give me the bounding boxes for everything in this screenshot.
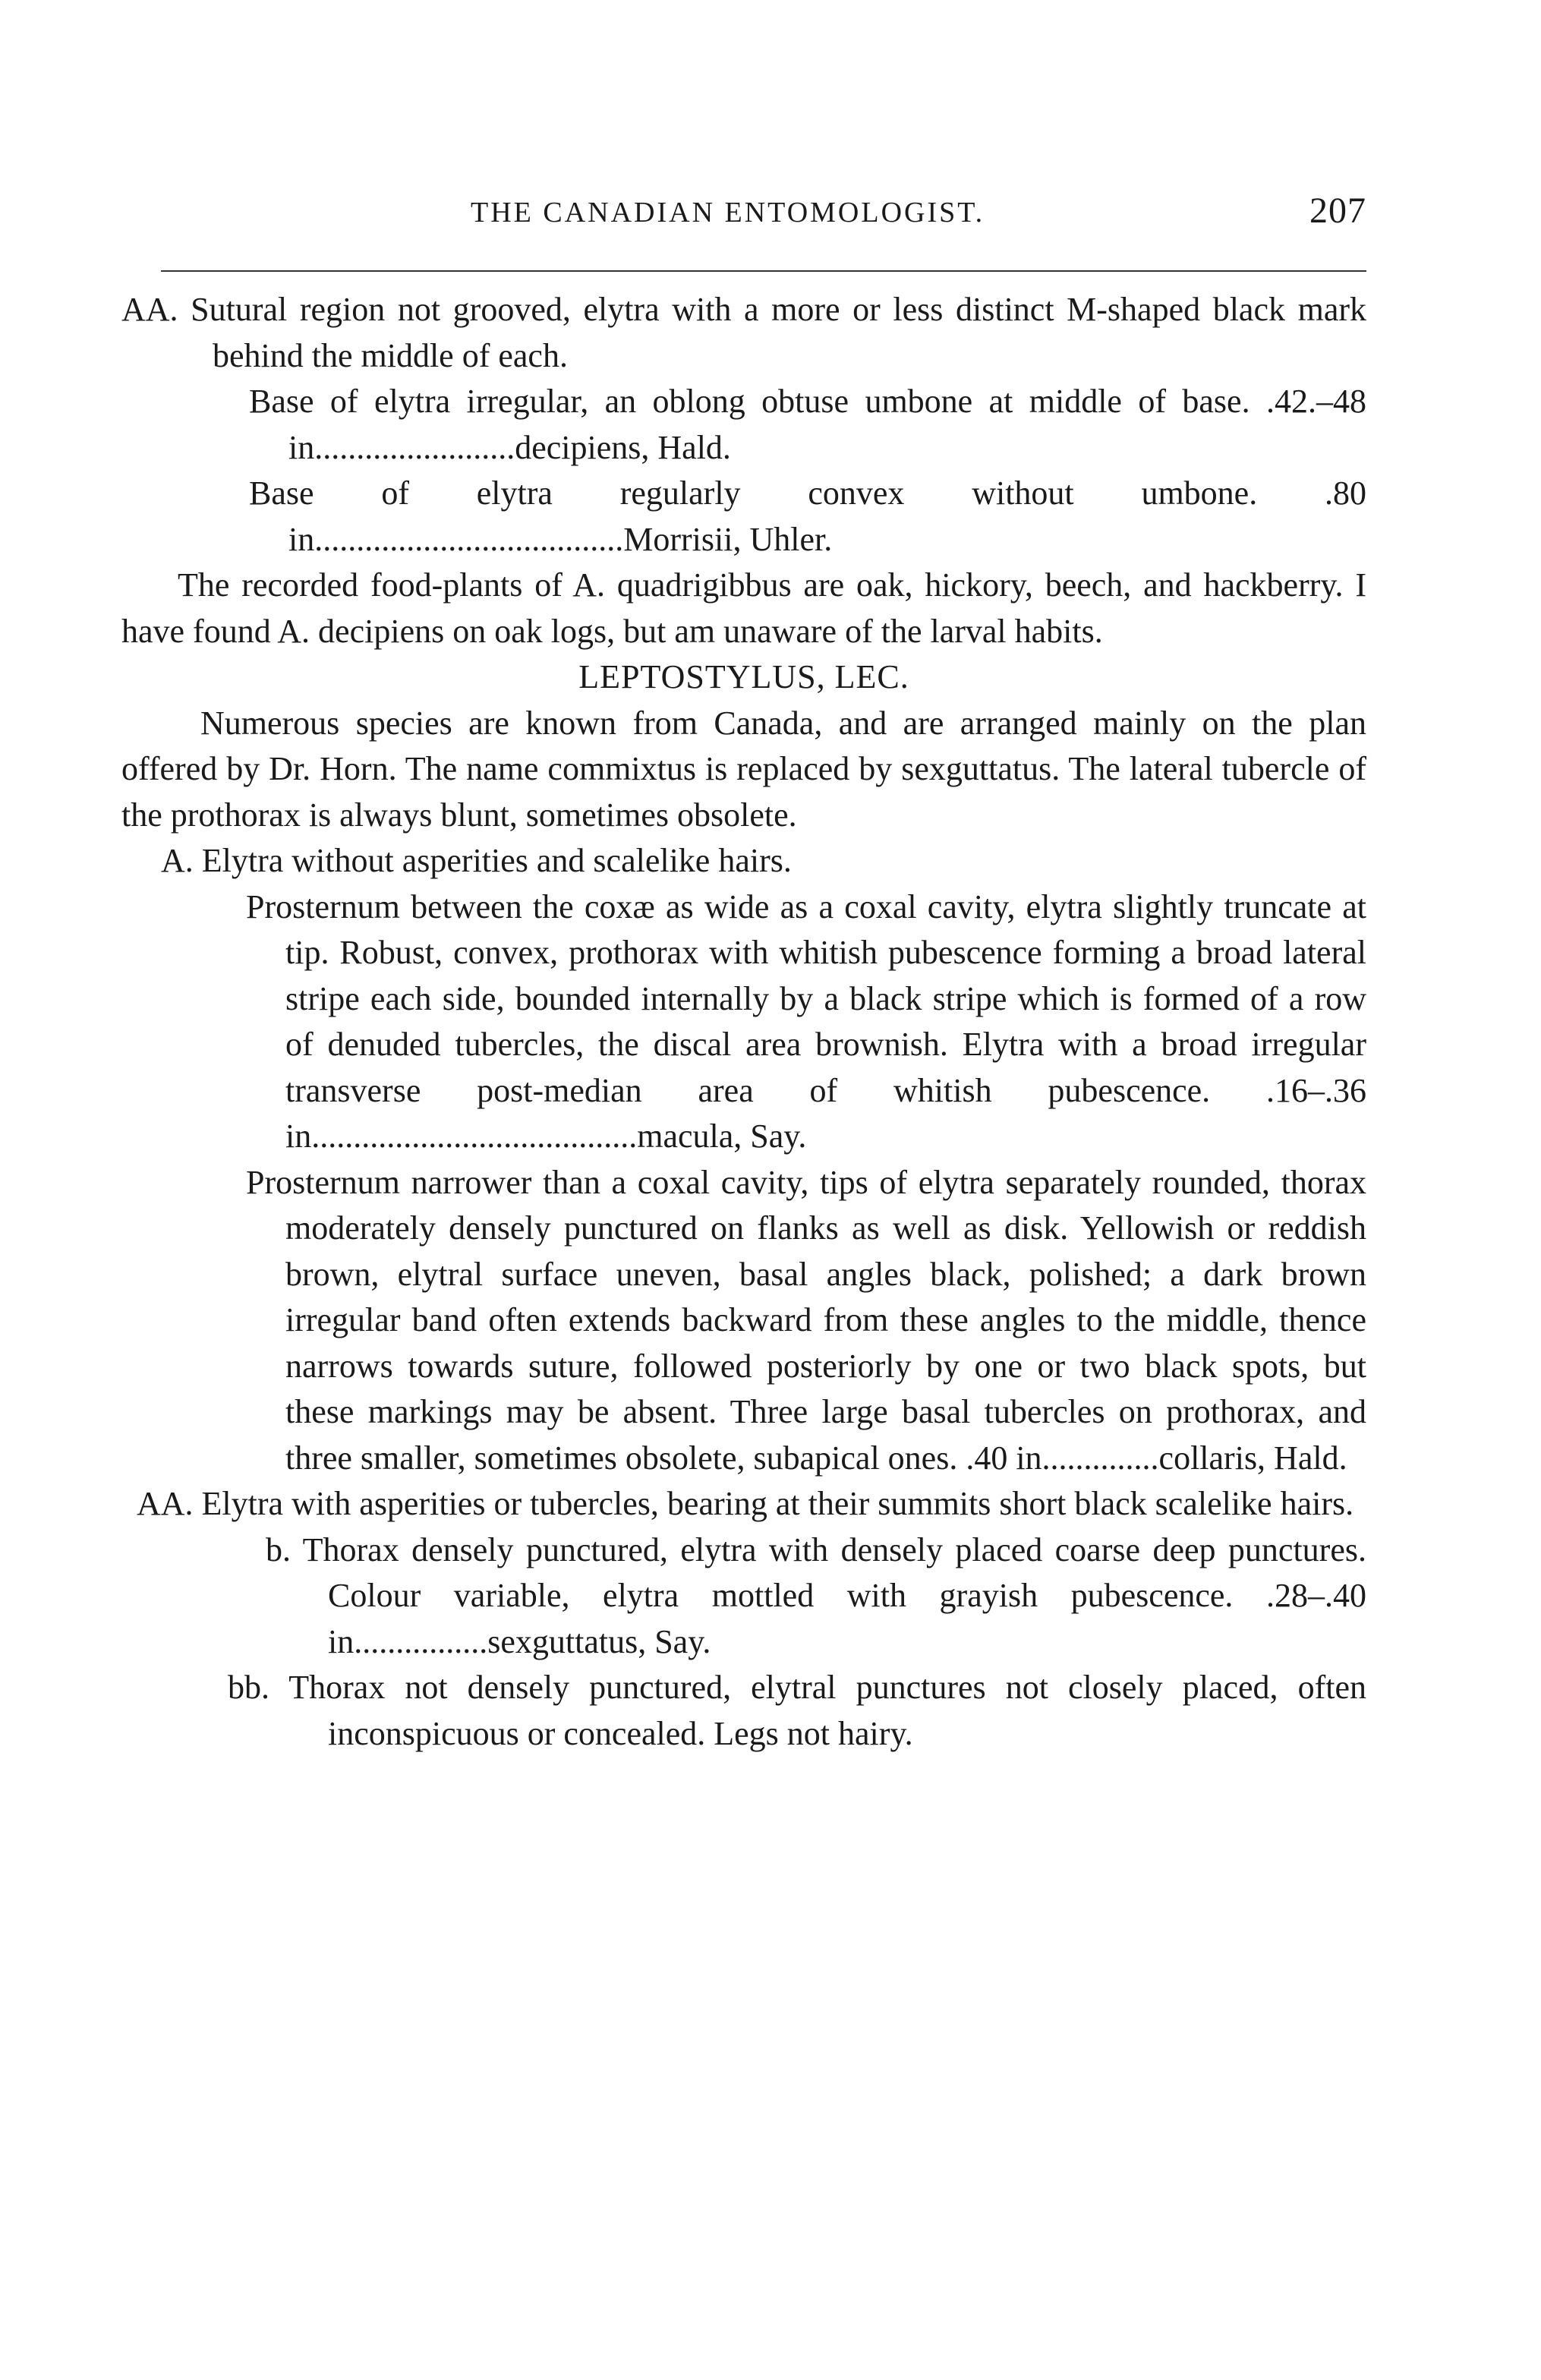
paragraph-aa-elytra: AA. Elytra with asperities or tubercles, bearing at their summits short black scalelike hairs. — [137, 1485, 1354, 1522]
paragraph-b-thorax: b. Thorax densely punctured, elytra with densely placed coarse deep punctures. Colour variable, elytra mottled with grayish pubescence. .28–.40 in................sexguttatus, Say. — [266, 1530, 1366, 1660]
paragraph-aa-sutural: AA. Sutural region not grooved, elytra with a more or less distinct M-shaped black mark behind the middle of each. — [121, 291, 1366, 374]
body-text — [121, 287, 1366, 1757]
paragraph-prosternum-2: Prosternum narrower than a coxal cavity, tips of elytra separately rounded, thorax moderately densely punctured on flanks as well as disk. Yellowish or reddish brown, elytral surface uneven, basal angles black, polished; a dark brown irregular band often extends backward from these angles to the middle, thence narrows towards suture, followed posteriorly by one or two black spots, but these markings may be absent. Three large basal tubercles on prothorax, and three smaller, sometimes obsolete, subapical ones. .40 in..............collaris, Hald. — [246, 1163, 1366, 1477]
paragraph-base-irregular: Base of elytra irregular, an oblong obtuse umbone at middle of base. .42.–48 in........................decipiens, Hald. — [249, 383, 1366, 466]
paragraph-bb-thorax: bb. Thorax not densely punctured, elytral punctures not closely placed, often inconspicuous or concealed. Legs not hairy. — [228, 1669, 1366, 1752]
paragraph-prosternum-1: Prosternum between the coxæ as wide as a coxal cavity, elytra slightly truncate at tip. Robust, convex, prothorax with whitish pubescence forming a broad lateral stripe each side, bounded internally by a black stripe which is formed of a row of denuded tubercles, the discal area brownish. Elytra with a broad irregular transverse post-median area of whitish pubescence. .16–.36 in.......................................macula, Say. — [246, 887, 1366, 1155]
page-number: 207 — [1309, 191, 1366, 231]
journal-title: THE CANADIAN ENTOMOLOGIST. — [471, 197, 985, 229]
paragraph-numerous: Numerous species are known from Canada, and are arranged mainly on the plan offered by Dr. Horn. The name commixtus is replaced by sexguttatus. The lateral tubercle of the prothorax is always blunt, sometimes obsolete. — [121, 704, 1366, 834]
header-rule — [161, 270, 1366, 272]
paragraph-base-regular: Base of elytra regularly convex without umbone. .80 in.....................................Morrisii, Uhler. — [249, 474, 1366, 558]
paragraph-genus-heading: LEPTOSTYLUS, LEC. — [578, 658, 909, 695]
paragraph-food-plants: The recorded food-plants of A. quadrigibbus are oak, hickory, beech, and hackberry. I have found A. decipiens on oak logs, but am unaware of the larval habits. — [121, 566, 1366, 650]
paragraph-a-elytra: A. Elytra without asperities and scalelike hairs. — [161, 842, 792, 879]
